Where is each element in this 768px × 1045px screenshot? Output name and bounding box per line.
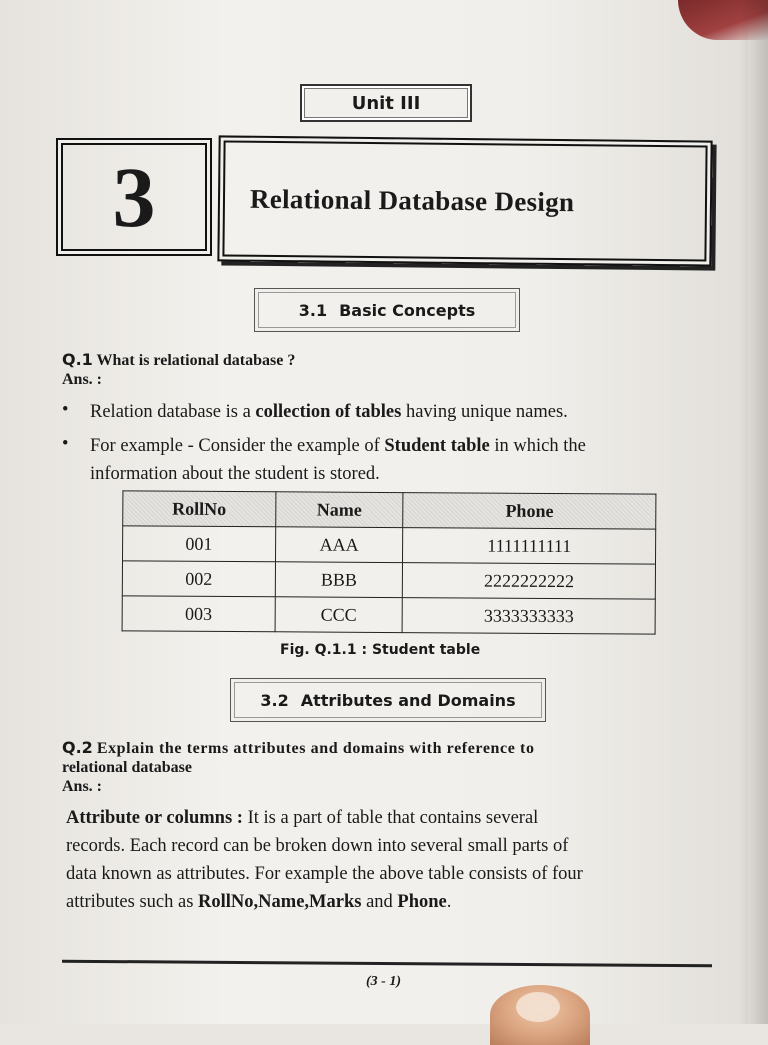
section-heading-3-1 xyxy=(254,288,520,332)
term-bold: Phone xyxy=(397,892,447,912)
page-number: (3 - 1) xyxy=(366,974,401,989)
table-header-row xyxy=(123,491,656,529)
table-cell: 3333333333 xyxy=(402,598,655,635)
table-cell: 003 xyxy=(122,596,275,632)
chapter-number-box xyxy=(56,138,212,256)
column-header: Phone xyxy=(403,493,656,530)
para-text: records. Each record can be broken down into several small parts of xyxy=(66,836,569,856)
question-text: What is relational database ? xyxy=(96,352,296,369)
table-row xyxy=(122,596,655,634)
table-cell: AAA xyxy=(275,527,403,563)
table-cell: BBB xyxy=(275,562,403,598)
column-header: RollNo xyxy=(123,491,276,527)
para-text: It is a part of table that contains several xyxy=(242,808,539,828)
para-text: data known as attributes. For example the above table consists of four xyxy=(66,864,583,884)
chapter-title-box xyxy=(217,135,712,266)
bullet-text-part: For example - Consider the example of xyxy=(90,436,385,456)
section-heading-3-2 xyxy=(230,678,546,722)
attribute-paragraph xyxy=(66,804,716,916)
student-table xyxy=(122,490,657,634)
bullet-bold-part: Student table xyxy=(384,436,490,456)
section-number: 3.2 xyxy=(260,690,289,710)
question-number: Q.1 xyxy=(62,350,93,369)
bullet-text-part: in which the xyxy=(489,436,586,456)
answer-label: Ans. : xyxy=(62,778,103,795)
section-title: Basic Concepts xyxy=(339,300,476,320)
bullet-dot: • xyxy=(62,434,69,454)
term-bold: Attribute or columns : xyxy=(66,808,243,828)
figure-caption: Fig. Q.1.1 : Student table xyxy=(280,642,481,658)
unit-text: Unit III xyxy=(351,92,421,114)
table-cell: 2222222222 xyxy=(403,563,656,600)
column-header: Name xyxy=(275,492,403,528)
question-2 xyxy=(62,738,714,796)
para-text: . xyxy=(446,892,452,912)
bullet-item-2 xyxy=(90,432,586,488)
unit-label xyxy=(300,84,472,122)
question-text-line1: Explain the terms attributes and domains with reference to xyxy=(96,740,535,757)
chapter-title: Relational Database Design xyxy=(249,183,575,217)
table-cell: CCC xyxy=(275,597,403,633)
bullet-text-part: Relation database is a xyxy=(90,402,256,422)
table-row xyxy=(122,561,655,599)
answer-label: Ans. : xyxy=(62,371,103,388)
section-title: Attributes and Domains xyxy=(300,690,516,710)
chapter-number: 3 xyxy=(112,149,156,245)
question-text-line2: relational database xyxy=(62,759,192,776)
table-cell: 002 xyxy=(122,561,275,597)
bullet-text-part: information about the student is stored. xyxy=(90,464,380,484)
para-text: and xyxy=(361,892,398,912)
table-row xyxy=(123,526,656,564)
page-edge-shadow xyxy=(740,0,768,1024)
bullet-text-part: having unique names. xyxy=(401,402,568,422)
thumbnail-highlight xyxy=(516,992,560,1022)
question-number: Q.2 xyxy=(62,738,93,757)
bullet-item-1 xyxy=(90,398,568,426)
term-bold: RollNo,Name,Marks xyxy=(198,892,362,912)
table-cell: 001 xyxy=(123,526,276,562)
section-number: 3.1 xyxy=(298,300,328,320)
bullet-bold-part: collection of tables xyxy=(255,402,402,422)
question-1 xyxy=(62,350,295,389)
bullet-dot: • xyxy=(62,400,69,420)
para-text: attributes such as xyxy=(66,892,199,912)
table-cell: 1111111111 xyxy=(403,528,656,565)
